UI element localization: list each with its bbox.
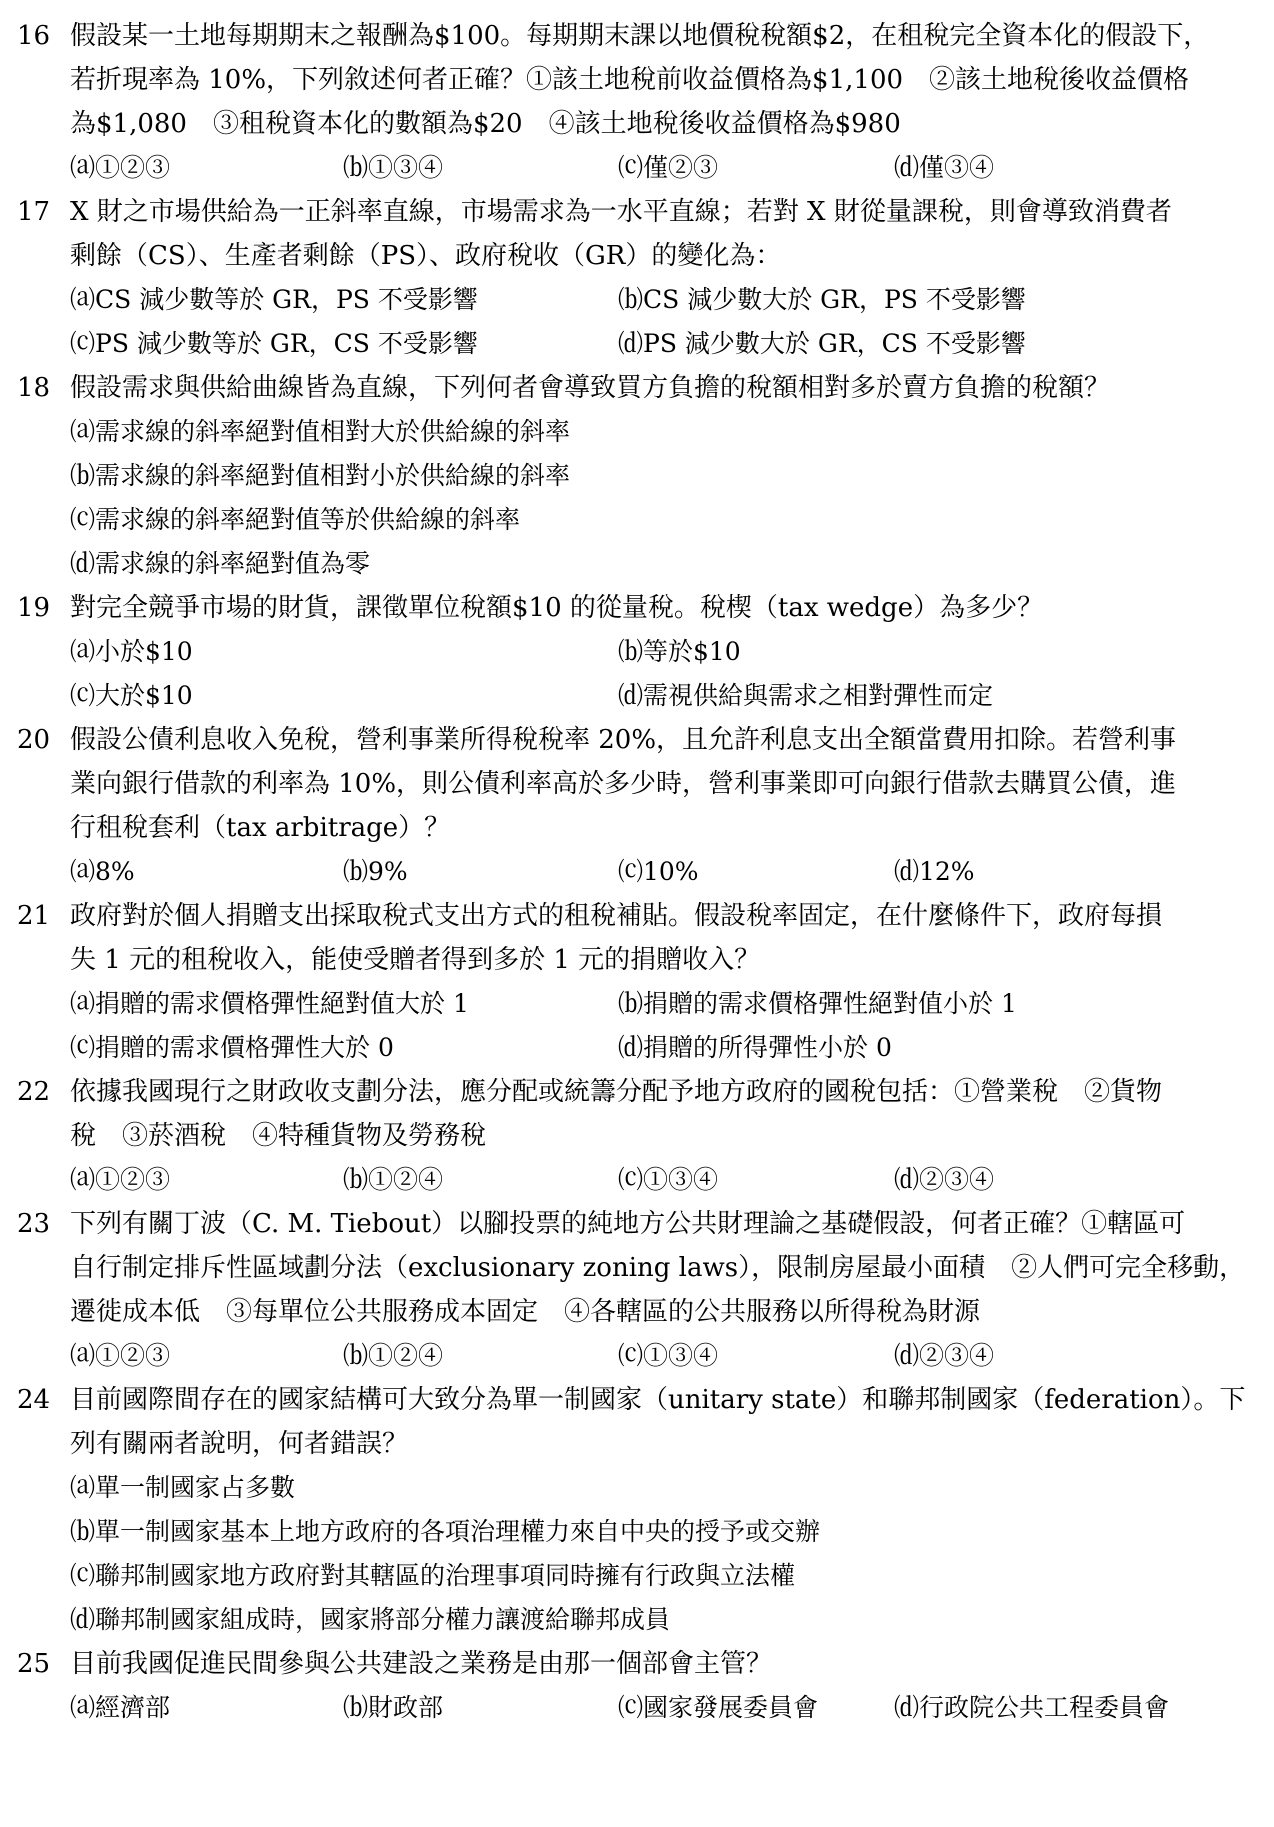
option-b[interactable]: ⒝需求線的斜率絕對值相對小於供給線的斜率 — [70, 461, 571, 490]
option-d[interactable]: ⒟PS 減少數大於 GR，CS 不受影響 — [618, 329, 1026, 358]
question-text-line: X 財之市場供給為一正斜率直線，市場需求為一水平直線；若對 X 財從量課稅，則會導致消費者 — [70, 197, 1172, 227]
option-a[interactable]: ⒜①②③ — [70, 1165, 171, 1194]
option-a[interactable]: ⒜CS 減少數等於 GR，PS 不受影響 — [70, 285, 478, 314]
option-a[interactable]: ⒜①②③ — [70, 153, 171, 182]
option-c[interactable]: ⒞PS 減少數等於 GR，CS 不受影響 — [70, 329, 478, 358]
option-b[interactable]: ⒝①②④ — [343, 1341, 444, 1370]
question-text-line: 下列有關丁波（C. M. Tiebout）以腳投票的純地方公共財理論之基礎假設，何者正確？①轄區可 — [70, 1209, 1186, 1239]
question-text-line: 失 1 元的租稅收入，能使受贈者得到多於 1 元的捐贈收入？ — [70, 945, 761, 975]
option-c[interactable]: ⒞捐贈的需求價格彈性大於 0 — [70, 1033, 394, 1062]
option-b[interactable]: ⒝財政部 — [343, 1693, 444, 1722]
option-a[interactable]: ⒜經濟部 — [70, 1693, 171, 1722]
question-number: 23 — [17, 1209, 51, 1239]
option-b[interactable]: ⒝單一制國家基本上地方政府的各項治理權力來自中央的授予或交辦 — [70, 1517, 821, 1546]
option-a[interactable]: ⒜需求線的斜率絕對值相對大於供給線的斜率 — [70, 417, 571, 446]
option-a[interactable]: ⒜捐贈的需求價格彈性絕對值大於 1 — [70, 989, 469, 1018]
option-c[interactable]: ⒞僅②③ — [618, 153, 719, 182]
question-number: 16 — [17, 21, 51, 51]
option-d[interactable]: ⒟行政院公共工程委員會 — [894, 1693, 1170, 1722]
question-text-line: 若折現率為 10%，下列敘述何者正確？①該土地稅前收益價格為$1,100 ②該土地稅後收益價格 — [70, 65, 1190, 95]
question-text-line: 行租稅套利（tax arbitrage）？ — [70, 813, 451, 843]
question-text-line: 依據我國現行之財政收支劃分法，應分配或統籌分配予地方政府的國稅包括：①營業稅 ②貨物 — [70, 1077, 1163, 1107]
option-d[interactable]: ⒟需求線的斜率絕對值為零 — [70, 549, 371, 578]
option-d[interactable]: ⒟捐贈的所得彈性小於 0 — [618, 1033, 892, 1062]
option-b[interactable]: ⒝等於$10 — [618, 637, 741, 666]
option-b[interactable]: ⒝①②④ — [343, 1165, 444, 1194]
option-c[interactable]: ⒞國家發展委員會 — [618, 1693, 819, 1722]
question-text-line: 自行制定排斥性區域劃分法（exclusionary zoning laws），限制房屋最小面積 ②人們可完全移動， — [70, 1253, 1246, 1283]
question-text-line: 稅 ③菸酒稅 ④特種貨物及勞務稅 — [70, 1121, 487, 1151]
question-number: 17 — [17, 197, 51, 227]
option-d[interactable]: ⒟聯邦制國家組成時，國家將部分權力讓渡給聯邦成員 — [70, 1605, 671, 1634]
option-a[interactable]: ⒜單一制國家占多數 — [70, 1473, 296, 1502]
question-text-line: 對完全競爭市場的財貨，課徵單位稅額$10 的從量稅。稅楔（tax wedge）為多少？ — [70, 593, 1044, 623]
option-d[interactable]: ⒟②③④ — [894, 1341, 995, 1370]
question-text-line: 業向銀行借款的利率為 10%，則公債利率高於多少時，營利事業即可向銀行借款去購買公債，進 — [70, 769, 1177, 799]
option-d[interactable]: ⒟12% — [894, 857, 975, 886]
question-number: 20 — [17, 725, 51, 755]
question-number: 25 — [17, 1649, 51, 1679]
option-c[interactable]: ⒞需求線的斜率絕對值等於供給線的斜率 — [70, 505, 521, 534]
option-a[interactable]: ⒜8% — [70, 857, 135, 886]
question-number: 21 — [17, 901, 51, 931]
question-number: 24 — [17, 1385, 51, 1415]
question-text-line: 遷徙成本低 ③每單位公共服務成本固定 ④各轄區的公共服務以所得稅為財源 — [70, 1297, 981, 1327]
option-c[interactable]: ⒞10% — [618, 857, 699, 886]
question-number: 18 — [17, 373, 51, 403]
option-b[interactable]: ⒝CS 減少數大於 GR，PS 不受影響 — [618, 285, 1026, 314]
option-c[interactable]: ⒞聯邦制國家地方政府對其轄區的治理事項同時擁有行政與立法權 — [70, 1561, 796, 1590]
question-text-line: 剩餘（CS）、生產者剩餘（PS）、政府稅收（GR）的變化為： — [70, 241, 782, 271]
question-text-line: 假設需求與供給曲線皆為直線，下列何者會導致買方負擔的稅額相對多於賣方負擔的稅額？ — [70, 373, 1111, 403]
question-text-line: 政府對於個人捐贈支出採取稅式支出方式的租稅補貼。假設稅率固定，在什麼條件下，政府每損 — [70, 901, 1163, 931]
option-c[interactable]: ⒞①③④ — [618, 1341, 719, 1370]
question-text-line: 為$1,080 ③租稅資本化的數額為$20 ④該土地稅後收益價格為$980 — [70, 109, 901, 139]
option-d[interactable]: ⒟僅③④ — [894, 153, 995, 182]
option-a[interactable]: ⒜小於$10 — [70, 637, 193, 666]
option-d[interactable]: ⒟需視供給與需求之相對彈性而定 — [618, 681, 994, 710]
option-b[interactable]: ⒝9% — [343, 857, 408, 886]
question-number: 19 — [17, 593, 51, 623]
question-text-line: 目前我國促進民間參與公共建設之業務是由那一個部會主管？ — [70, 1649, 773, 1679]
option-a[interactable]: ⒜①②③ — [70, 1341, 171, 1370]
question-text-line: 目前國際間存在的國家結構可大致分為單一制國家（unitary state）和聯邦制國家（federation）。下 — [70, 1385, 1246, 1415]
option-b[interactable]: ⒝捐贈的需求價格彈性絕對值小於 1 — [618, 989, 1017, 1018]
option-c[interactable]: ⒞①③④ — [618, 1165, 719, 1194]
question-text-line: 假設某一土地每期期末之報酬為$100。每期期末課以地價稅稅額$2，在租稅完全資本化的假設下， — [70, 21, 1210, 51]
option-c[interactable]: ⒞大於$10 — [70, 681, 193, 710]
option-b[interactable]: ⒝①③④ — [343, 153, 444, 182]
question-number: 22 — [17, 1077, 51, 1107]
question-text-line: 列有關兩者說明，何者錯誤？ — [70, 1429, 409, 1459]
question-text-line: 假設公債利息收入免稅，營利事業所得稅稅率 20%，且允許利息支出全額當費用扣除。若營利事 — [70, 725, 1177, 755]
option-d[interactable]: ⒟②③④ — [894, 1165, 995, 1194]
